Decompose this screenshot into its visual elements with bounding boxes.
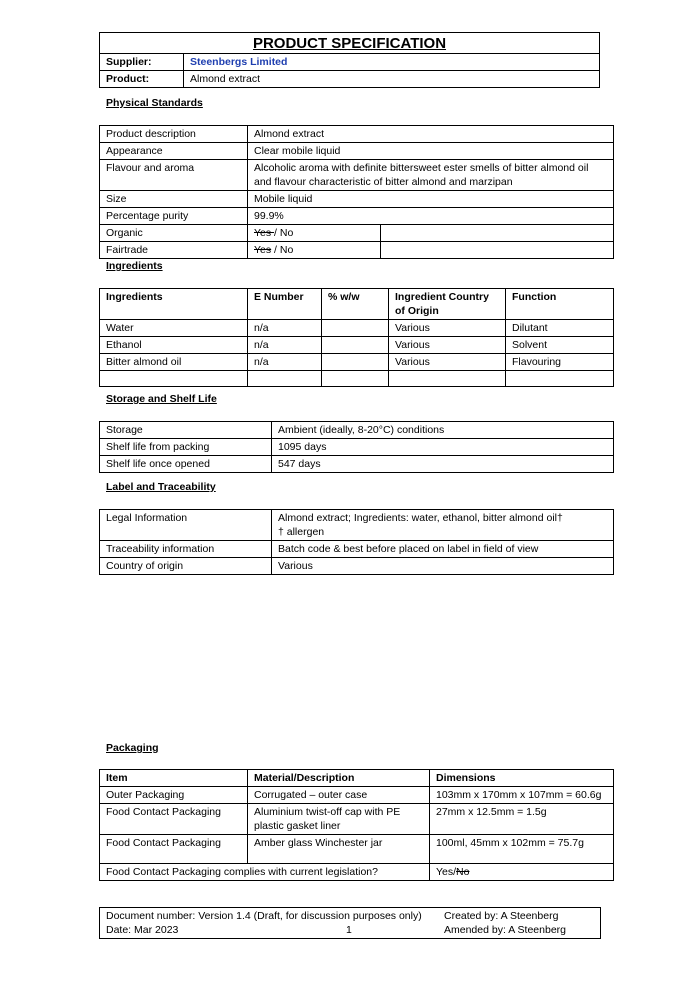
row-value <box>272 510 614 541</box>
cell <box>100 371 248 387</box>
row-label: Legal Information <box>100 510 272 541</box>
row-value: Various <box>272 558 614 575</box>
header-table <box>99 32 600 88</box>
cell: Solvent <box>506 337 614 354</box>
table-header-row <box>100 289 614 320</box>
cell: n/a <box>248 337 322 354</box>
row-value: 99.9% <box>248 208 614 225</box>
product-label: Product: <box>100 71 184 88</box>
column-header: E Number <box>248 289 322 320</box>
column-header: Function <box>506 289 614 320</box>
row-value: Ambient (ideally, 8-20°C) conditions <box>272 422 614 439</box>
supplier-label: Supplier: <box>100 54 184 71</box>
ingredients-table <box>99 288 614 387</box>
page-number: 1 <box>346 924 352 936</box>
physical-table <box>99 125 614 259</box>
column-header: Dimensions <box>430 770 614 787</box>
table-row <box>100 126 614 143</box>
cell <box>322 354 389 371</box>
cell: n/a <box>248 320 322 337</box>
cell <box>506 371 614 387</box>
storage-table <box>99 421 614 473</box>
compliance-no: No <box>456 866 470 878</box>
table-row <box>100 160 614 191</box>
cell <box>389 371 506 387</box>
table-row <box>100 439 614 456</box>
allergen-note: † allergen <box>278 526 325 538</box>
column-header: % w/w <box>322 289 389 320</box>
table-row <box>100 804 614 835</box>
row-value: Batch code & best before placed on label in field of view <box>272 541 614 558</box>
cell <box>322 371 389 387</box>
storage-heading: Storage and Shelf Life <box>106 393 217 405</box>
row-label: Traceability information <box>100 541 272 558</box>
cell <box>322 320 389 337</box>
document-date: Date: Mar 2023 <box>106 924 179 936</box>
fairtrade-value <box>248 242 381 259</box>
compliance-yes: Yes/ <box>436 866 457 878</box>
cell: Bitter almond oil <box>100 354 248 371</box>
empty-cell <box>381 242 614 259</box>
table-row <box>100 456 614 473</box>
label-heading: Label and Traceability <box>106 481 216 493</box>
compliance-value <box>430 864 614 881</box>
table-row <box>100 208 614 225</box>
cell <box>248 371 322 387</box>
cell <box>322 337 389 354</box>
ingredients-heading: Ingredients <box>106 260 163 272</box>
row-value: 1095 days <box>272 439 614 456</box>
cell: Various <box>389 320 506 337</box>
table-row <box>100 320 614 337</box>
cell: Dilutant <box>506 320 614 337</box>
table-row <box>100 422 614 439</box>
organic-value <box>248 225 381 242</box>
row-label: Flavour and aroma <box>100 160 248 191</box>
table-row <box>100 191 614 208</box>
column-header: Ingredient Country of Origin <box>389 289 506 320</box>
table-row <box>100 143 614 160</box>
cell: Various <box>389 337 506 354</box>
row-value: Mobile liquid <box>248 191 614 208</box>
cell: 103mm x 170mm x 107mm = 60.6g <box>430 787 614 804</box>
organic-no: / No <box>274 227 294 239</box>
row-label: Percentage purity <box>100 208 248 225</box>
row-label: Product description <box>100 126 248 143</box>
fairtrade-yes: Yes <box>254 244 272 256</box>
legal-text: Almond extract; Ingredients: water, ethanol, bitter almond oil† <box>278 512 563 524</box>
row-value: 547 days <box>272 456 614 473</box>
cell: Outer Packaging <box>100 787 248 804</box>
cell: Water <box>100 320 248 337</box>
fairtrade-label: Fairtrade <box>100 242 248 259</box>
cell: Flavouring <box>506 354 614 371</box>
cell: n/a <box>248 354 322 371</box>
cell: Ethanol <box>100 337 248 354</box>
table-row <box>100 558 614 575</box>
row-label: Appearance <box>100 143 248 160</box>
table-row <box>100 864 614 881</box>
amended-by: Amended by: A Steenberg <box>444 924 567 936</box>
table-row <box>100 225 614 242</box>
column-header: Material/Description <box>248 770 430 787</box>
created-by: Created by: A Steenberg <box>444 910 559 922</box>
row-label: Shelf life from packing <box>100 439 272 456</box>
footer-left <box>100 908 439 939</box>
row-label: Country of origin <box>100 558 272 575</box>
table-row <box>100 541 614 558</box>
fairtrade-no: / No <box>271 244 294 256</box>
organic-label: Organic <box>100 225 248 242</box>
physical-heading: Physical Standards <box>106 97 203 109</box>
row-label: Size <box>100 191 248 208</box>
table-row <box>100 835 614 864</box>
cell: Various <box>389 354 506 371</box>
table-row <box>100 787 614 804</box>
packaging-table <box>99 769 614 881</box>
table-header-row <box>100 770 614 787</box>
row-label: Storage <box>100 422 272 439</box>
page-title: PRODUCT SPECIFICATION <box>100 33 600 54</box>
label-table <box>99 509 614 575</box>
packaging-heading: Packaging <box>106 742 159 754</box>
document-number: Document number: Version 1.4 (Draft, for discussion purposes only) <box>106 910 422 922</box>
footer-table <box>99 907 601 939</box>
cell: Corrugated – outer case <box>248 787 430 804</box>
product-value: Almond extract <box>184 71 600 88</box>
supplier-value: Steenbergs Limited <box>184 54 600 71</box>
table-row <box>100 510 614 541</box>
cell: Food Contact Packaging <box>100 835 248 864</box>
footer-right <box>438 908 601 939</box>
organic-yes: Yes <box>254 227 275 239</box>
table-row <box>100 354 614 371</box>
table-row <box>100 337 614 354</box>
column-header: Item <box>100 770 248 787</box>
compliance-label: Food Contact Packaging complies with current legislation? <box>100 864 430 881</box>
cell: 27mm x 12.5mm = 1.5g <box>430 804 614 835</box>
column-header: Ingredients <box>100 289 248 320</box>
cell: Amber glass Winchester jar <box>248 835 430 864</box>
table-row-empty <box>100 371 614 387</box>
row-label: Shelf life once opened <box>100 456 272 473</box>
row-value: Alcoholic aroma with definite bittersweet ester smells of bitter almond oil and flavour characteristic of bitter almond and marzipan <box>248 160 614 191</box>
cell: 100ml, 45mm x 102mm = 75.7g <box>430 835 614 864</box>
table-row <box>100 242 614 259</box>
row-value: Almond extract <box>248 126 614 143</box>
cell: Food Contact Packaging <box>100 804 248 835</box>
empty-cell <box>381 225 614 242</box>
row-value: Clear mobile liquid <box>248 143 614 160</box>
cell: Aluminium twist-off cap with PE plastic gasket liner <box>248 804 430 835</box>
